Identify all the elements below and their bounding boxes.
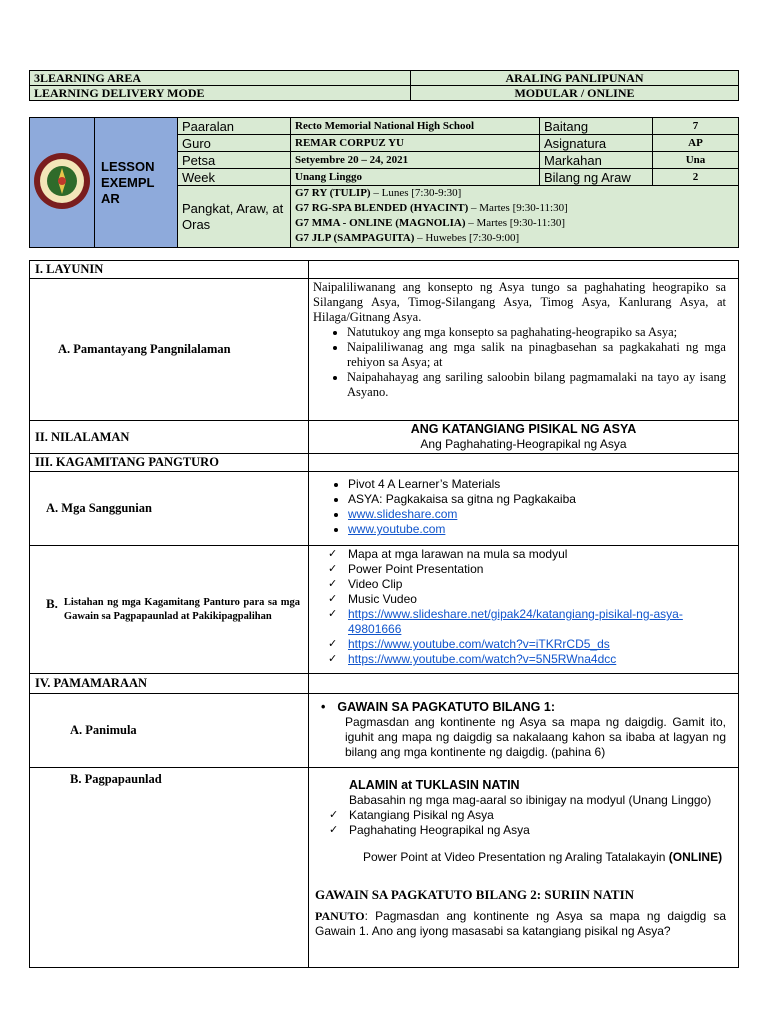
- schedule-row: G7 JLP (SAMPAGUITA) – Huwebes [7:30-9:00]: [295, 232, 520, 244]
- list-item: ✓ Music Vudeo: [348, 592, 733, 607]
- powerpoint-text: Power Point at Video Presentation ng Araling Tatalakayin (ONLINE): [363, 850, 723, 864]
- lesson-plan-table: [29, 260, 739, 968]
- paaralan-value: Recto Memorial National High School: [291, 118, 540, 135]
- nilalaman-subtitle: Ang Paghahating-Heograpikal ng Asya: [420, 437, 627, 451]
- sanggunian-list: [314, 477, 733, 537]
- gawain2-title: GAWAIN SA PAGKATUTO BILANG 2: SURIIN NATIN: [315, 887, 635, 902]
- slideshare-asya-link[interactable]: https://www.slideshare.net/gipak24/katangiang-pisikal-ng-asya-49801666: [348, 607, 683, 636]
- youtube-link[interactable]: www.youtube.com: [348, 522, 446, 536]
- panimula-content: [309, 694, 739, 768]
- list-item: • Pivot 4 A Learner’s Materials: [348, 477, 733, 492]
- lesson-info-table: [29, 117, 739, 248]
- sanggunian-label: A. Mga Sanggunian: [30, 472, 309, 546]
- school-seal: [30, 118, 95, 248]
- pagpapaunlad-label: B. Pagpapaunlad: [30, 768, 309, 968]
- list-item: ✓ Mapa at mga larawan na mula sa modyul: [348, 547, 733, 562]
- pangkat-label: Pangkat, Araw, at Oras: [178, 186, 291, 248]
- bilang-label: Bilang ng Araw: [540, 169, 653, 186]
- pamantayang-intro: Naipaliliwanang ang konsepto ng Asya tungo sa paghahating heograpiko sa Silangang Asya, Timog-Silangang Asya, Timog Asya, Kanlurang Asya, at Hilaga/Gitnang Asya.: [313, 280, 726, 324]
- learning-area-label: 3LEARNING AREA: [30, 71, 411, 86]
- pamantayang-content: [309, 279, 739, 421]
- alamin-text: Babasahin ng mga mag-aaral so ibinigay na modyul (Unang Linggo): [349, 793, 712, 807]
- paaralan-label: Paaralan: [178, 118, 291, 135]
- list-item: ✓ Paghahating Heograpikal ng Asya: [349, 823, 726, 838]
- listahan-cell: [30, 546, 309, 674]
- sanggunian-content: [309, 472, 739, 546]
- pamantayang-label: A. Pamantayang Pangnilalaman: [30, 279, 309, 421]
- nilalaman-heading: II. NILALAMAN: [30, 421, 309, 454]
- listahan-prefix: B.: [46, 595, 58, 611]
- list-item: • Naipaliliwanag ang mga salik na pinagbasehan sa pagkakahati ng mga rehiyon sa Asya; at: [347, 340, 726, 370]
- gawain1-text: Pagmasdan ang kontinente ng Asya sa mapa ng daigdig. Gamit ito, iguhit ang mapa ng daigdig sa nakalaang kahon sa ibaba at lagyan ng bilang ang mga kontinente ng daigdig. (pahina 6): [345, 715, 726, 759]
- list-item: • Natutukoy ang mga konsepto sa paghahating-heograpiko sa Asya;: [347, 325, 726, 340]
- baitang-value: 7: [653, 118, 739, 135]
- learning-area-value: ARALING PANLIPUNAN: [411, 71, 739, 86]
- pagpapaunlad-content: [309, 768, 739, 968]
- petsa-label: Petsa: [178, 152, 291, 169]
- delivery-mode-label: LEARNING DELIVERY MODE: [30, 86, 411, 101]
- nilalaman-content: [309, 421, 739, 454]
- week-value: Unang Linggo: [291, 169, 540, 186]
- lesson-exemplar-title: LESSON EXEMPL AR: [95, 118, 178, 248]
- petsa-value: Setyembre 20 – 24, 2021: [291, 152, 540, 169]
- schedule-row: G7 MMA - ONLINE (MAGNOLIA) – Martes [9:30-11:30]: [295, 217, 565, 229]
- listahan-content: [309, 546, 739, 674]
- school-seal-icon: [33, 152, 91, 210]
- pamamaraan-heading: IV. PAMAMARAAN: [30, 674, 309, 694]
- schedule-row: G7 RG-SPA BLENDED (HYACINT) – Martes [9:30-11:30]: [295, 202, 568, 214]
- list-item: ✓ Power Point Presentation: [348, 562, 733, 577]
- list-item: [348, 607, 733, 637]
- alamin-title: ALAMIN at TUKLASIN NATIN: [349, 778, 520, 792]
- list-item: [348, 507, 733, 522]
- asignatura-label: Asignatura: [540, 135, 653, 152]
- list-item: [348, 522, 733, 537]
- list-item: [348, 637, 733, 652]
- markahan-value: Una: [653, 152, 739, 169]
- list-item: • Naipahahayag ang sariling saloobin bilang pagmamalaki na tayo ay isang Asyano.: [347, 370, 726, 400]
- guro-label: Guro: [178, 135, 291, 152]
- nilalaman-title: ANG KATANGIANG PISIKAL NG ASYA: [410, 422, 637, 436]
- layunin-heading: I. LAYUNIN: [30, 261, 309, 279]
- list-item: • ASYA: Pagkakaisa sa gitna ng Pagkakaiba: [348, 492, 733, 507]
- list-item: ✓ Katangiang Pisikal ng Asya: [349, 808, 726, 823]
- panimula-label: A. Panimula: [30, 694, 309, 768]
- guro-value: REMAR CORPUZ YU: [291, 135, 540, 152]
- baitang-label: Baitang: [540, 118, 653, 135]
- schedule-list: [291, 186, 739, 248]
- schedule-row: G7 RY (TULIP) – Lunes [7:30-9:30]: [295, 187, 462, 199]
- kagamitan-heading: III. KAGAMITANG PANGTURO: [30, 454, 309, 472]
- youtube-link-1[interactable]: https://www.youtube.com/watch?v=iTKRrCD5_ds: [348, 637, 610, 651]
- learning-area-table: [29, 70, 739, 101]
- list-item: [348, 652, 733, 667]
- list-item: ✓ Video Clip: [348, 577, 733, 592]
- markahan-label: Markahan: [540, 152, 653, 169]
- listahan-list: [314, 547, 733, 667]
- listahan-label: Listahan ng mga Kagamitang Panturo para sa mga Gawain sa Pagpapaunlad at Pakikipagpalihan: [63, 596, 300, 622]
- delivery-mode-value: MODULAR / ONLINE: [411, 86, 739, 101]
- panuto-text: PANUTO: Pagmasdan ang kontinente ng Asya sa mapa ng daigdig sa Gawain 1. Ano ang iyong masasabi sa katangiang pisikal ng Asya?: [315, 909, 726, 938]
- week-label: Week: [178, 169, 291, 186]
- pamantayang-list: [313, 325, 726, 400]
- slideshare-link[interactable]: www.slideshare.com: [348, 507, 458, 521]
- youtube-link-2[interactable]: https://www.youtube.com/watch?v=5N5RWna4dcc: [348, 652, 617, 666]
- alamin-list: [315, 808, 726, 838]
- gawain1-title: • GAWAIN SA PAGKATUTO BILANG 1:: [321, 700, 555, 714]
- asignatura-value: AP: [653, 135, 739, 152]
- bilang-value: 2: [653, 169, 739, 186]
